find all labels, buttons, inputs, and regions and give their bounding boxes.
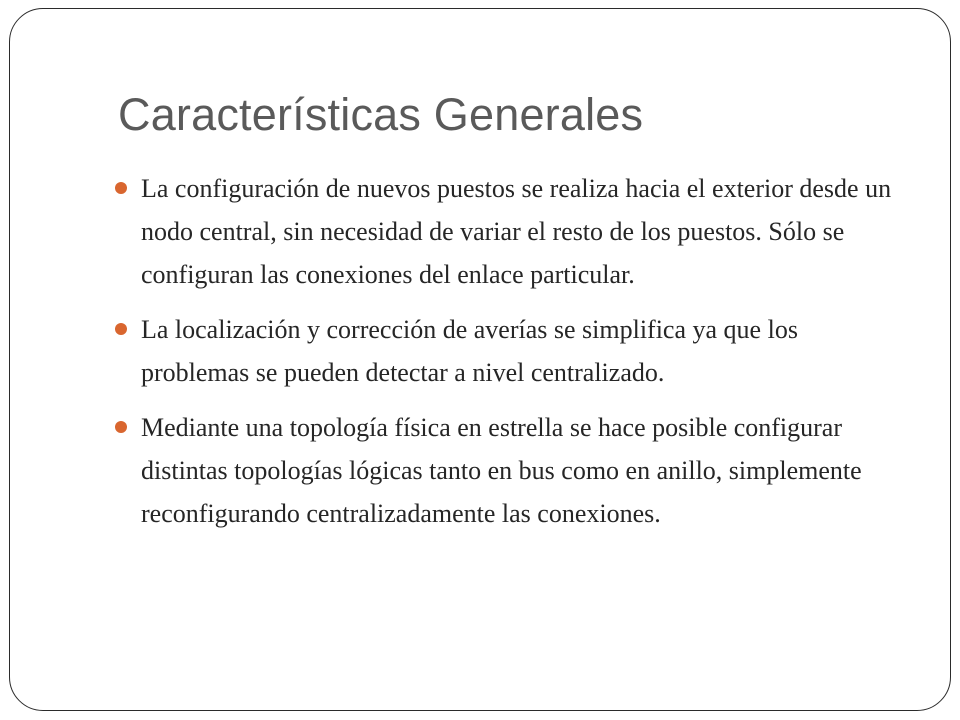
slide-frame xyxy=(9,8,951,711)
bullet-text: La configuración de nuevos puestos se realiza hacia el exterior desde un nodo central, sin necesidad de variar el resto de los puestos. Sólo se configuran las conexiones del enlace particular. xyxy=(141,174,892,289)
bullet-dot-icon xyxy=(115,182,127,194)
bullet-dot-icon xyxy=(115,323,127,335)
bullet-item xyxy=(115,406,905,535)
bullet-dot-icon xyxy=(115,421,127,433)
bullet-list xyxy=(115,167,905,547)
bullet-item xyxy=(115,308,905,394)
bullet-text: La localización y corrección de averías se simplifica ya que los problemas se pueden detectar a nivel centralizado. xyxy=(141,315,798,387)
bullet-text: Mediante una topología física en estrella se hace posible configurar distintas topologías lógicas tanto en bus como en anillo, simplemente reconfigurando centralizadamente las conexiones. xyxy=(141,413,862,528)
bullet-item xyxy=(115,167,905,296)
slide-title: Características Generales xyxy=(118,89,644,140)
